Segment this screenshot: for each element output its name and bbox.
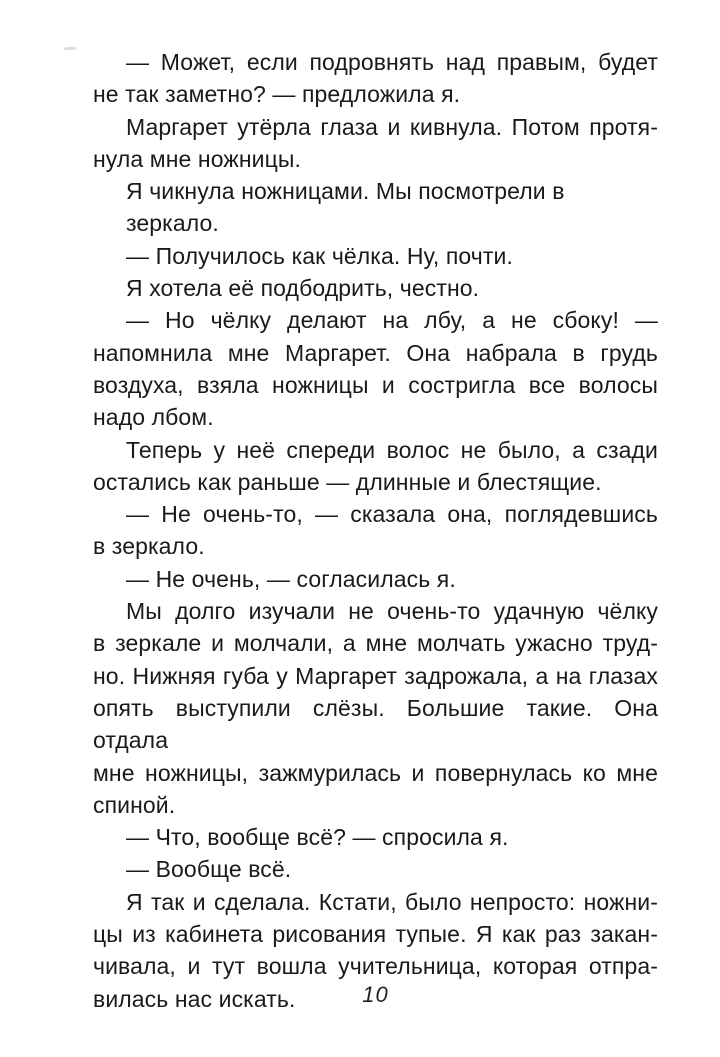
text-line: Маргарет утёрла глаза и кивнула. Потом протя- — [126, 113, 658, 140]
page-number: 10 — [362, 982, 389, 1007]
text-line: Я чикнула ножницами. Мы посмотрели в зеркало. — [126, 178, 565, 237]
text-line: — Не очень, — согласилась я. — [126, 565, 456, 592]
text-line: Мы долго изучали не очень-то удачную чёлку — [126, 598, 658, 625]
text-line: — Может, если подровнять над правым, будет — [126, 49, 658, 75]
text-line: — Не очень-то, — сказала она, поглядевшись — [126, 501, 658, 528]
text-line: Теперь у неё спереди волос не было, а сзади — [126, 436, 658, 463]
text-line: в зеркале и молчали, а мне молчать ужасно труд- — [93, 630, 658, 657]
text-line: но. Нижняя губа у Маргарет задрожала, а на глазах — [93, 662, 658, 689]
text-line: спиной. — [93, 791, 176, 818]
text-line: Я хотела её подбодрить, честно. — [126, 275, 480, 302]
text-line: опять выступили слёзы. Большие такие. Она отдала — [93, 694, 658, 754]
text-line: мне ножницы, зажмурилась и повернулась ко мне — [93, 759, 658, 786]
text-line: нула мне ножницы. — [93, 145, 301, 172]
text-line: в зеркало. — [93, 533, 205, 560]
text-line: напомнила мне Маргарет. Она набрала в грудь — [93, 339, 658, 366]
text-line: — Что, вообще всё? — спросила я. — [126, 824, 509, 851]
text-line: цы из кабинета рисования тупые. Я как раз закан- — [93, 921, 658, 948]
text-line: надо лбом. — [93, 404, 214, 431]
text-line: — Получилось как чёлка. Ну, почти. — [126, 242, 513, 269]
text-line: не так заметно? — предложила я. — [93, 81, 461, 108]
text-line: вилась нас искать. — [93, 985, 296, 1012]
text-line: — Но чёлку делают на лбу, а не сбоку! — — [126, 307, 658, 334]
scan-artifact — [64, 47, 76, 51]
text-line: Я так и сделала. Кстати, было непросто: ножни- — [126, 888, 658, 915]
text-line: чивала, и тут вошла учительница, которая отпра- — [93, 953, 658, 980]
text-line: остались как раньше — длинные и блестящие. — [93, 468, 602, 495]
book-page-text — [93, 46, 658, 1015]
text-line: воздуха, взяла ножницы и состригла все волосы — [93, 371, 658, 398]
text-line: — Вообще всё. — [126, 856, 292, 883]
